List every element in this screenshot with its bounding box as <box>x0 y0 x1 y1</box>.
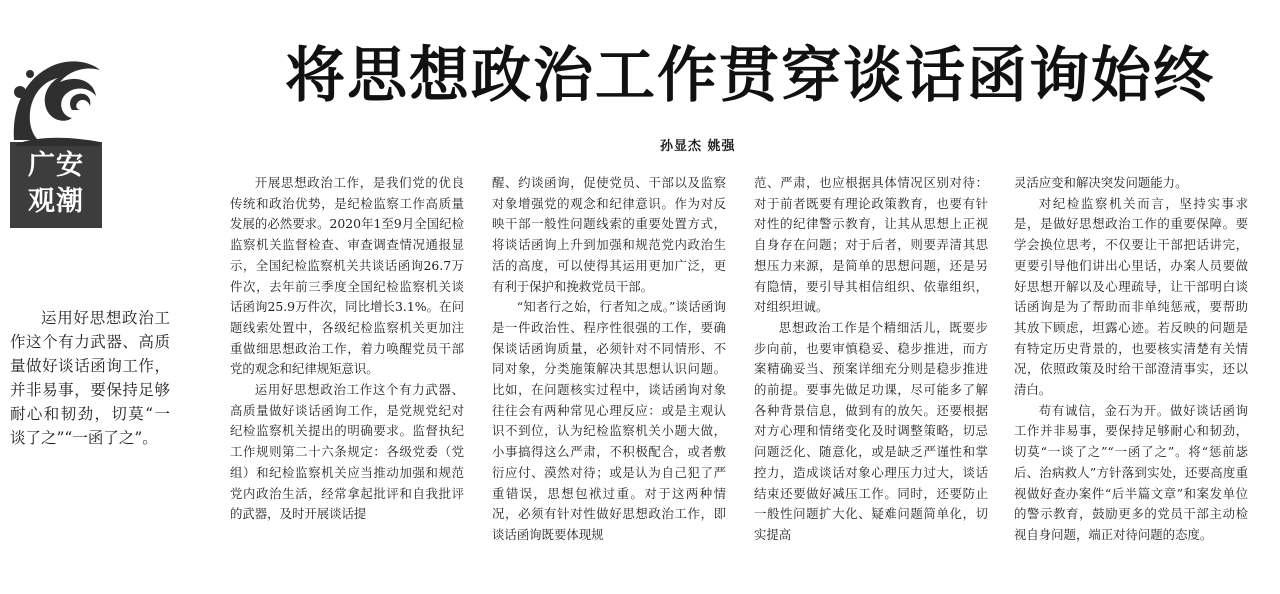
section-name-line1: 广安 <box>28 150 84 181</box>
article-column-2 <box>492 173 726 546</box>
section-name <box>10 142 102 228</box>
pull-quote-text: 运用好思想政治工作这个有力武器、高质量做好谈话函询工作，并非易事，要保持足够耐心和韧劲，切莫“一谈了之”“一函了之”。 <box>10 309 170 447</box>
section-logo <box>8 52 104 228</box>
paragraph: 范、严肃，也应根据具体情况区别对待：对于前者既要有理论政策教育，也要有针对性的纪律警示教育，让其从思想上正视自身存在问题；对于后者，则要弄清其思想压力来源，是简单的思想问题，还是另有隐情，要引导其相信组织、依靠组织，对组织坦诚。 <box>754 175 988 315</box>
article-column-1 <box>230 173 464 525</box>
paragraph: 对纪检监察机关而言，坚持实事求是，是做好思想政治工作的重要保障。要学会换位思考，不仅要让干部把话讲完，更要引导他们讲出心里话，办案人员要做好思想开解以及心理疏导，让干部明白谈话函询是为了帮助而非单纯惩戒，要帮助其放下顾虑，坦露心迹。若反映的问题是有特定历史背景的，也要核实清楚有关情况，依照政策及时给干部澄清事实，还以清白。 <box>1014 195 1248 398</box>
paragraph: 苟有诚信，金石为开。做好谈话函询工作并非易事，要保持足够耐心和韧劲，切莫“一谈了之”“一函了之”。将“惩前毖后、治病救人”方针落到实处，还要高度重视做好查办案件“后半篇文章”和案发单位的警示教育，鼓励更多的党员干部主动检视自身问题，端正对待问题的态度。 <box>1014 402 1248 542</box>
wave-icon <box>8 52 104 146</box>
paragraph: 思想政治工作是个精细活儿，既要步步向前，也要审慎稳妥、稳步推进，而方案精确妥当、预案详细充分则是稳步推进的前提。要事先做足功课，尽可能多了解各种背景信息，做到有的放矢。还要根据对方心理和情绪变化及时调整策略，切忌问题泛化、随意化，或是缺乏严谨性和掌控力，造成谈话对象心理压力过大，谈话结束还要做好减压工作。同时，还要防止一般性问题扩大化、疑难问题简单化，切实提高 <box>754 319 988 542</box>
article-title: 将思想政治工作贯穿谈话函询始终 <box>285 41 1215 111</box>
paragraph: “知者行之始，行者知之成。”谈话函询是一件政治性、程序性很强的工作，要确保谈话函询质量，必须针对不同情形、不同对象，分类施策解决其思想认识问题。比如，在问题核实过程中，谈话函询对象往往会有两种常见心理反应：或是主观认识不到位，认为纪检监察机关小题大做，小事搞得这么严肃，不积极配合，或者敷衍应付、漠然对待；或是认为自己犯了严重错误，思想包袱过重。对于这两种情况，必须有针对性做好思想政治工作，即谈话函询既要体现规 <box>492 299 726 542</box>
section-name-line2: 观潮 <box>28 186 84 217</box>
article-column-4 <box>1014 173 1248 546</box>
article-byline: 孙显杰 姚强 <box>660 139 736 154</box>
paragraph: 醒、约谈函询，促使党员、干部以及监察对象增强党的观念和纪律意识。作为对反映干部一般性问题线索的重要处置方式，将谈话函询上升到加强和规范党内政治生活的高度，可以使得其运用更加广泛，更有利于保护和挽救党员干部。 <box>492 175 726 294</box>
paragraph: 开展思想政治工作，是我们党的优良传统和政治优势，是纪检监察工作高质量发展的必然要求。2020年1至9月全国纪检监察机关监督检查、审查调查情况通报显示，全国纪检监察机关共谈话函询26.7万件次，去年前三季度全国纪检监察机关谈话函询25.9万件次，同比增长3.1%。在问题线索处置中，各级纪检监察机关更加注重做细思想政治工作，着力唤醒党员干部党的观念和纪律规矩意识。 <box>230 175 464 377</box>
pull-quote <box>10 306 170 450</box>
paragraph: 运用好思想政治工作这个有力武器、高质量做好谈话函询工作，是党规党纪对纪检监察机关提出的明确要求。监督执纪工作规则第二十六条规定：各级党委（党组）和纪检监察机关应当推动加强和规范党内政治生活，经常拿起批评和自我批评的武器，及时开展谈话提 <box>230 382 464 522</box>
paragraph: 灵活应变和解决突发问题能力。 <box>1014 175 1188 190</box>
article-column-3 <box>754 173 988 546</box>
